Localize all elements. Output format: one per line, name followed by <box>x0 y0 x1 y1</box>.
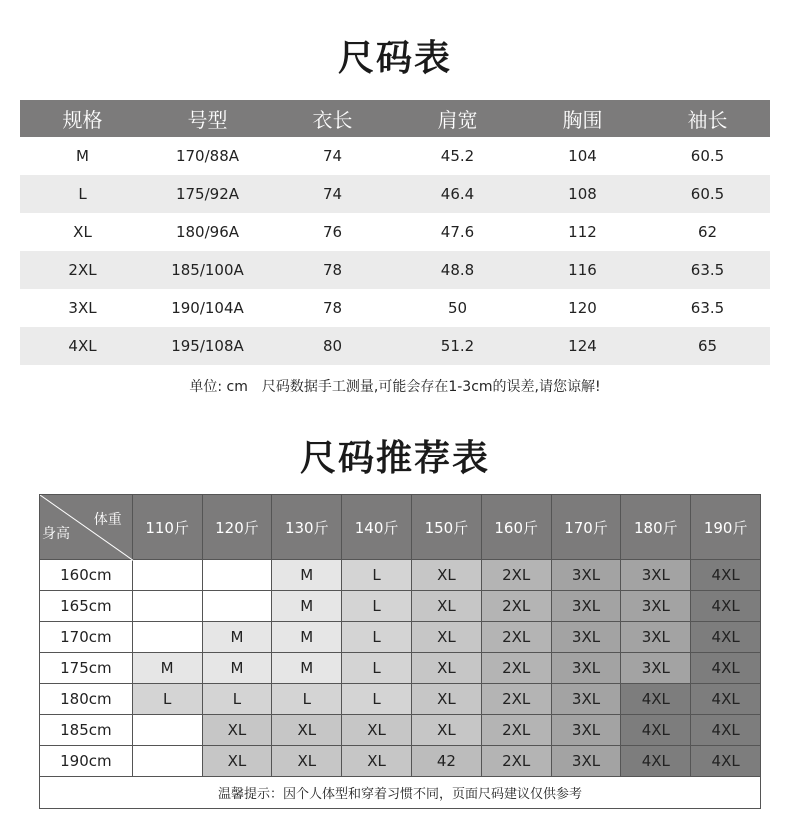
size-cell: 185/100A <box>171 261 244 279</box>
size-recommendation-cell: XL <box>272 746 342 777</box>
size-cell: 175/92A <box>175 185 240 203</box>
size-cell: 170/88A <box>175 147 240 165</box>
weight-header: 140斤 <box>342 494 412 560</box>
size-cell: 76 <box>322 223 343 241</box>
size-recommendation-cell <box>203 591 273 622</box>
size-cell: 4XL <box>68 337 97 355</box>
size-recommendation-cell: XL <box>412 591 482 622</box>
size-recommendation-cell: XL <box>412 684 482 715</box>
size-cell: 74 <box>322 147 343 165</box>
recommend-title: 尺码推荐表 <box>299 438 490 479</box>
size-recommendation-cell: M <box>272 653 342 684</box>
weight-header: 160斤 <box>482 494 552 560</box>
size-row <box>20 137 770 175</box>
size-recommendation-cell: 3XL <box>621 591 691 622</box>
size-cell: 46.4 <box>440 185 475 203</box>
size-recommendation-cell: 3XL <box>621 653 691 684</box>
size-recommendation-cell <box>133 746 203 777</box>
size-recommendation-cell: 2XL <box>482 591 552 622</box>
size-recommendation-cell: XL <box>412 653 482 684</box>
size-cell: 45.2 <box>440 147 475 165</box>
size-recommendation-cell: 4XL <box>691 622 761 653</box>
size-cell: 190/104A <box>171 299 244 317</box>
size-cell: 60.5 <box>690 147 725 165</box>
recommend-row <box>39 746 761 777</box>
size-cell: 104 <box>568 147 597 165</box>
size-recommendation-cell: 3XL <box>552 653 622 684</box>
weight-header: 130斤 <box>272 494 342 560</box>
size-recommendation-cell: L <box>342 560 412 591</box>
size-recommendation-cell: 4XL <box>691 560 761 591</box>
size-cell: 108 <box>568 185 597 203</box>
size-recommendation-cell: L <box>342 591 412 622</box>
recommend-footer: 温馨提示：因个人体型和穿着习惯不同，页面尺码建议仅供参考 <box>39 777 761 809</box>
size-recommendation-cell: 4XL <box>621 715 691 746</box>
size-cell: 48.8 <box>440 261 475 279</box>
height-label: 160cm <box>39 560 133 591</box>
size-recommendation-cell: 3XL <box>621 560 691 591</box>
height-label: 180cm <box>39 684 133 715</box>
size-row <box>20 289 770 327</box>
size-recommendation-cell: M <box>203 653 273 684</box>
size-cell: 65 <box>697 337 718 355</box>
size-recommendation-cell: L <box>203 684 273 715</box>
size-cell: 2XL <box>68 261 97 279</box>
size-recommendation-cell: XL <box>272 715 342 746</box>
size-recommendation-cell: 3XL <box>552 746 622 777</box>
size-recommendation-cell <box>133 560 203 591</box>
size-recommendation-cell: M <box>203 622 273 653</box>
corner-cell <box>39 494 133 560</box>
size-cell: 195/108A <box>171 337 244 355</box>
size-recommendation-cell: XL <box>342 715 412 746</box>
corner-weight-label: 体重 <box>93 512 122 528</box>
size-recommendation-cell: M <box>272 560 342 591</box>
size-row <box>20 213 770 251</box>
height-label: 185cm <box>39 715 133 746</box>
size-recommendation-cell: L <box>342 622 412 653</box>
header-cell: 衣长 <box>312 108 353 132</box>
size-cell: 51.2 <box>440 337 475 355</box>
size-recommendation-cell: 3XL <box>552 591 622 622</box>
size-recommendation-cell <box>133 622 203 653</box>
size-recommendation-cell: 4XL <box>691 591 761 622</box>
size-cell: 80 <box>322 337 343 355</box>
recommend-table <box>39 494 761 809</box>
header-cell: 肩宽 <box>437 108 478 132</box>
size-cell: 63.5 <box>690 299 725 317</box>
weight-header: 120斤 <box>203 494 273 560</box>
size-recommendation-cell: 3XL <box>552 622 622 653</box>
weight-header: 150斤 <box>412 494 482 560</box>
size-recommendation-cell: M <box>272 591 342 622</box>
size-recommendation-cell: XL <box>412 560 482 591</box>
size-cell: 74 <box>322 185 343 203</box>
recommend-row <box>39 560 761 591</box>
header-cell: 袖长 <box>687 108 728 132</box>
size-chart-table <box>20 100 770 365</box>
size-recommendation-cell <box>133 715 203 746</box>
size-cell: 112 <box>568 223 597 241</box>
size-recommendation-cell: XL <box>203 715 273 746</box>
size-recommendation-cell <box>133 591 203 622</box>
size-cell: M <box>76 147 89 165</box>
recommend-header <box>39 494 761 560</box>
recommend-row <box>39 684 761 715</box>
size-recommendation-cell: 2XL <box>482 653 552 684</box>
size-recommendation-cell: M <box>272 622 342 653</box>
size-recommendation-cell: XL <box>412 622 482 653</box>
size-recommendation-cell: 4XL <box>691 715 761 746</box>
size-recommendation-cell: 2XL <box>482 560 552 591</box>
size-recommendation-cell: 42 <box>412 746 482 777</box>
size-row <box>20 327 770 365</box>
size-row <box>20 251 770 289</box>
size-recommendation-cell: 3XL <box>552 560 622 591</box>
size-recommendation-cell: L <box>133 684 203 715</box>
size-recommendation-cell: 2XL <box>482 746 552 777</box>
size-recommendation-cell: 4XL <box>691 684 761 715</box>
size-cell: 60.5 <box>690 185 725 203</box>
size-cell: 116 <box>568 261 597 279</box>
size-recommendation-cell: 4XL <box>691 746 761 777</box>
size-cell: 50 <box>447 299 468 317</box>
size-cell: 3XL <box>68 299 97 317</box>
size-recommendation-cell: 4XL <box>691 653 761 684</box>
height-label: 165cm <box>39 591 133 622</box>
size-cell: 63.5 <box>690 261 725 279</box>
size-cell: 124 <box>568 337 597 355</box>
size-cell: 120 <box>568 299 597 317</box>
size-cell: 78 <box>322 299 343 317</box>
size-recommendation-cell <box>203 560 273 591</box>
corner-height-label: 身高 <box>42 526 70 542</box>
size-recommendation-cell: L <box>342 684 412 715</box>
size-cell: 62 <box>697 223 718 241</box>
size-recommendation-cell: 2XL <box>482 715 552 746</box>
height-label: 175cm <box>39 653 133 684</box>
recommend-body <box>39 560 761 777</box>
recommend-row <box>39 622 761 653</box>
size-recommendation-cell: XL <box>342 746 412 777</box>
size-chart-note: 单位: cm 尺码数据手工测量,可能会存在1-3cm的误差,请您谅解! <box>189 379 601 395</box>
size-cell: L <box>78 185 87 203</box>
size-chart-header <box>20 100 770 137</box>
recommend-row <box>39 715 761 746</box>
size-cell: 47.6 <box>440 223 475 241</box>
weight-header: 190斤 <box>691 494 761 560</box>
size-chart-body <box>20 137 770 365</box>
height-label: 170cm <box>39 622 133 653</box>
size-recommendation-cell: XL <box>203 746 273 777</box>
recommend-row <box>39 591 761 622</box>
size-recommendation-cell: 3XL <box>552 684 622 715</box>
size-cell: XL <box>73 223 92 241</box>
size-recommendation-cell: XL <box>412 715 482 746</box>
weight-header: 180斤 <box>621 494 691 560</box>
height-label: 190cm <box>39 746 133 777</box>
weight-header: 170斤 <box>552 494 622 560</box>
size-recommendation-cell: 2XL <box>482 684 552 715</box>
header-cell: 号型 <box>187 108 228 132</box>
size-recommendation-cell: 2XL <box>482 622 552 653</box>
size-recommendation-cell: L <box>272 684 342 715</box>
size-recommendation-cell: 4XL <box>621 746 691 777</box>
size-recommendation-cell: 3XL <box>552 715 622 746</box>
size-recommendation-cell: 3XL <box>621 622 691 653</box>
weight-header: 110斤 <box>133 494 203 560</box>
recommend-row <box>39 653 761 684</box>
header-cell: 规格 <box>62 108 103 132</box>
header-cell: 胸围 <box>562 108 603 132</box>
size-row <box>20 175 770 213</box>
size-cell: 180/96A <box>175 223 240 241</box>
size-chart-title: 尺码表 <box>337 38 452 79</box>
size-cell: 78 <box>322 261 343 279</box>
size-recommendation-cell: L <box>342 653 412 684</box>
size-recommendation-cell: M <box>133 653 203 684</box>
size-recommendation-cell: 4XL <box>621 684 691 715</box>
